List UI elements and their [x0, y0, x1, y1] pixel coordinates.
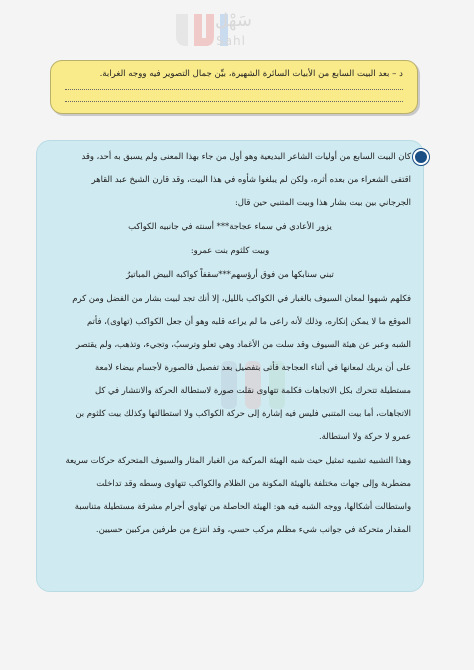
verse-line: تبني سنابكها من فوق أرؤسهم***سقفاً كواكبه البيض المباتيرُ [126, 269, 334, 279]
answer-line: الاتجاهات، أما بيت المتنبي فليس فيه إشارة إلى حركة الكواكب ولا استطالتها وكذلك بيت كلثوم بن [75, 408, 411, 418]
question-text: د – بعد البيت السابع من الأبيات السائرة الشهيرة، بيِّن جمال التصوير فيه ووجه الغرابة. [99, 69, 403, 79]
answer-line-1[interactable] [65, 89, 403, 90]
answer-box [36, 140, 424, 592]
sahl-logo [166, 6, 306, 56]
answer-line: مستطيلة تتحرك بكل الاتجاهات فكلمة تتهاوى نقلت صورة لاستطالة الحركة والانتشار في كل [94, 385, 411, 395]
answer-line: وهذا التشبيه تشبيه تمثيل حيث شبه الهيئة المركبة من الغبار المثار والسيوف المتحركة حركات سريعة [65, 455, 411, 465]
logo-arabic-text: سَهْل [214, 10, 252, 31]
answer-line: عمرو لا حركة ولا استطالة. [318, 431, 411, 441]
question-box [50, 60, 418, 114]
answer-line: على أن يريك لمعانها في أثناء العجاجة فأتى بتفصيل بعد تفصيل فالصورة لأجسام بيضاء لامعة [94, 362, 411, 372]
answer-line: المقدار متحركة في جوانب شيء مظلم مركب حسي، وقد انتزع من طرفين مركبين حسيين. [95, 524, 411, 534]
verse-line: يزور الأعادي في سماء عجاجة*** أسنته في جانبيه الكواكب [128, 221, 332, 231]
answer-line: واستطالت أشكالها، ووجه الشبه فيه هو: الهيئة الحاصلة من تهاوي أجرام مشرقة مستطيلة متناسبة [74, 501, 411, 511]
answer-line: الجرجاني بين بيت بشار هذا وبيت المتنبي حين قال: [234, 197, 411, 207]
answer-line: مضطربة وإلى جهات مختلفة بالهيئة المكونة من الظلام والكواكب تتهاوى وسطه وقد تداخلت [96, 478, 411, 488]
logo-latin-text: Sahl [216, 34, 246, 48]
bullet-icon [413, 149, 429, 165]
answer-line: الموقع ما لا يمكن إنكاره، وذلك لأنه راعى ما لم يراعه قلبه وهو أن جعل الكواكب (تهاوى)، فأتم [86, 316, 411, 326]
answer-line-2[interactable] [65, 101, 403, 102]
answer-line: فكلهم شبهوا لمعان السيوف بالغبار في الكواكب بالليل، إلا أنك تجد لبيت بشار من الفضل ومن كرم [72, 293, 411, 303]
verse-intro: وبيت كلثوم بنت عمرو: [190, 245, 270, 255]
answer-line: اقتفى الشعراء من بعده أثره، ولكن لم يبلغوا شأوه في هذا البيت، وقد قارن الشيخ عبد القاهر [91, 174, 411, 184]
answer-line: كان البيت السابع من أوليات الشاعر البديعية وهو أول من جاء بهذا المعنى ولم يسبق به أحد، وقد [81, 151, 411, 161]
answer-line: الشبه وعبر عن هيئة السيوف وقد سلت من الأغماد وهي تعلو وترسبُ، وتجيء، وتذهب، ولم يقتصر [75, 339, 411, 349]
